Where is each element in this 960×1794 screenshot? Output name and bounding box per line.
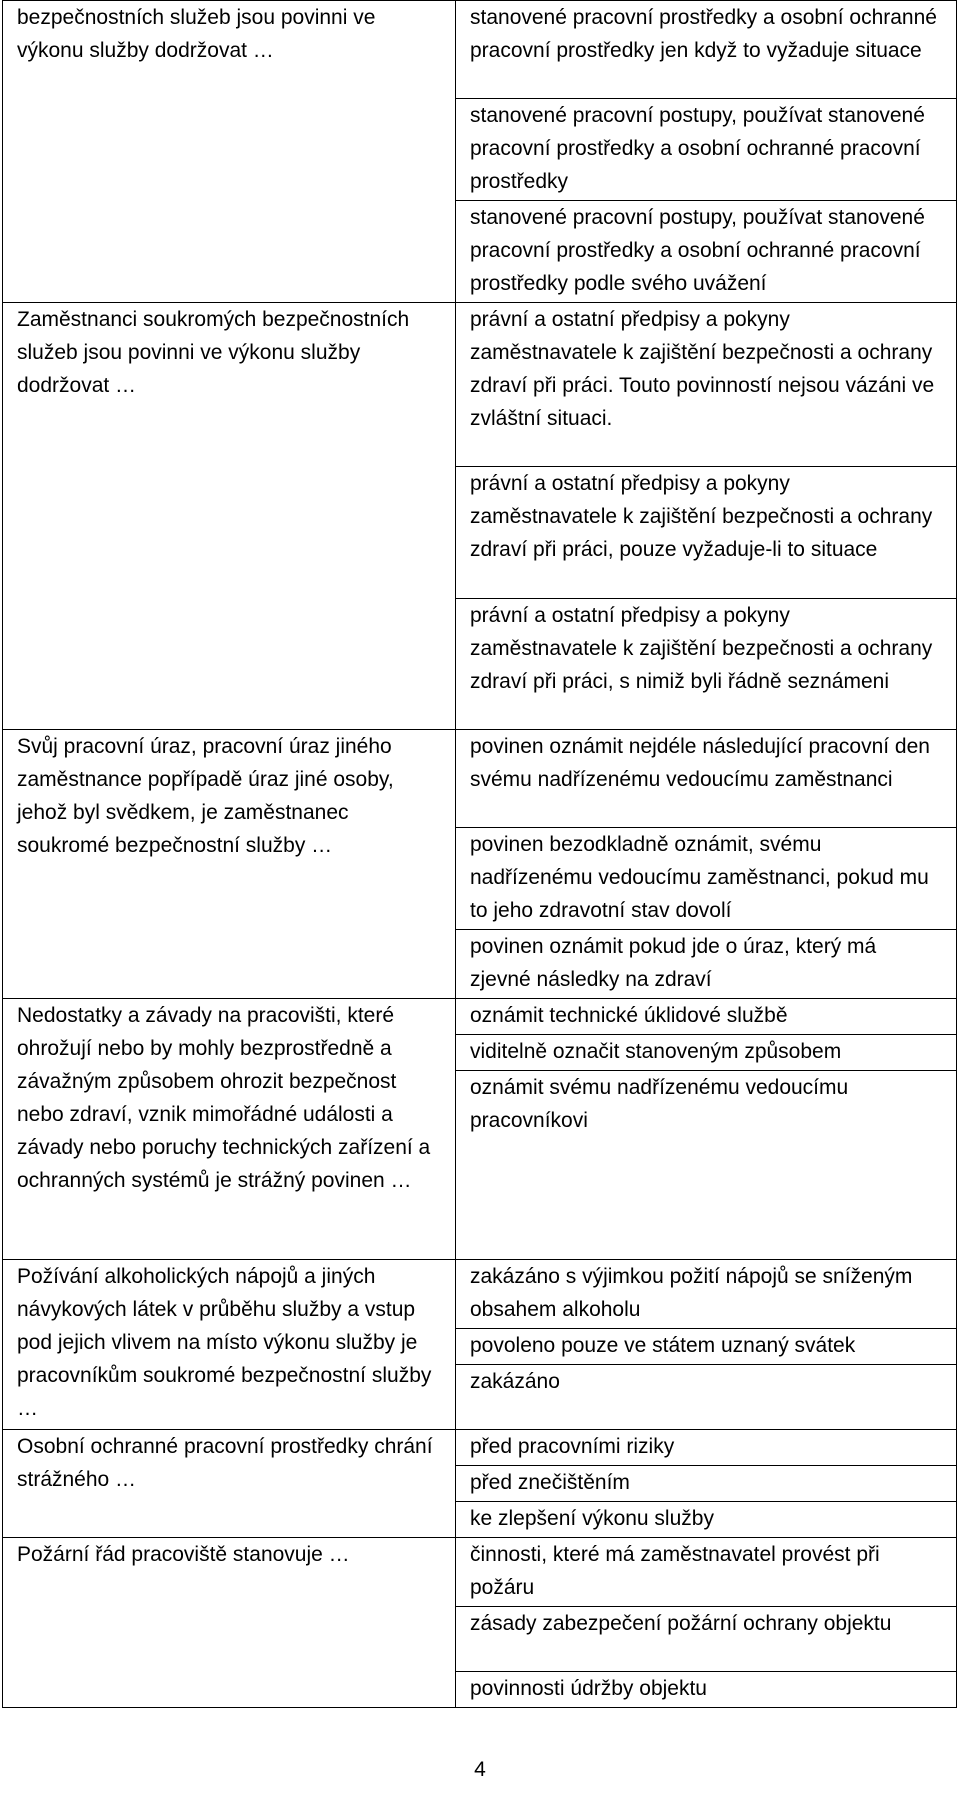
answer-cell: právní a ostatní předpisy a pokyny zaměstnavatele k zajištění bezpečnosti a ochrany zdraví při práci. Touto povinností nejsou vázáni ve zvláštní situaci. [456,303,957,467]
answer-cell: povoleno pouze ve státem uznaný svátek [456,1329,957,1365]
question-cell: Požární řád pracoviště stanovuje … [3,1538,456,1708]
page-number: 4 [474,1758,486,1781]
question-cell: Zaměstnanci soukromých bezpečnostních služeb jsou povinni ve výkonu služby dodržovat … [3,303,456,730]
table-row [3,1538,957,1607]
answer-cell: zásady zabezpečení požární ochrany objektu [456,1607,957,1672]
table-row [3,1430,957,1466]
answer-cell: před pracovními riziky [456,1430,957,1466]
answer-cell: viditelně označit stanoveným způsobem [456,1035,957,1071]
answer-cell: zakázáno [456,1365,957,1430]
answer-cell: stanovené pracovní postupy, používat stanovené pracovní prostředky a osobní ochranné pracovní prostředky [456,99,957,201]
answer-cell: povinen oznámit pokud jde o úraz, který má zjevné následky na zdraví [456,930,957,999]
answer-cell: ke zlepšení výkonu služby [456,1502,957,1538]
answer-cell: zakázáno s výjimkou požití nápojů se sníženým obsahem alkoholu [456,1260,957,1329]
table-row [3,1260,957,1329]
answer-cell: stanovené pracovní prostředky a osobní ochranné pracovní prostředky jen když to vyžaduje situace [456,1,957,99]
answer-cell: povinen bezodkladně oznámit, svému nadřízenému vedoucímu zaměstnanci, pokud mu to jeho zdravotní stav dovolí [456,828,957,930]
question-table [2,0,957,1708]
table-row [3,303,957,467]
question-cell: Osobní ochranné pracovní prostředky chrání strážného … [3,1430,456,1538]
answer-cell: stanovené pracovní postupy, používat stanovené pracovní prostředky a osobní ochranné pracovní prostředky podle svého uvážení [456,201,957,303]
question-cell: Svůj pracovní úraz, pracovní úraz jiného zaměstnance popřípadě úraz jiné osoby, jehož byl svědkem, je zaměstnanec soukromé bezpečnostní služby … [3,730,456,999]
answer-cell: činnosti, které má zaměstnavatel provést při požáru [456,1538,957,1607]
answer-cell: před znečištěním [456,1466,957,1502]
answer-cell: povinen oznámit nejdéle následující pracovní den svému nadřízenému vedoucímu zaměstnanci [456,730,957,828]
answer-cell: povinnosti údržby objektu [456,1672,957,1708]
table-row [3,1,957,99]
question-cell: Požívání alkoholických nápojů a jiných návykových látek v průběhu služby a vstup pod jejich vlivem na místo výkonu služby je pracovníkům soukromé bezpečnostní služby … [3,1260,456,1430]
question-cell: Nedostatky a závady na pracovišti, které ohrožují nebo by mohly bezprostředně a závažným způsobem ohrozit bezpečnost nebo zdraví, vznik mimořádné události a závady nebo poruchy technických zařízení a ochranných systémů je strážný povinen … [3,999,456,1260]
answer-cell: právní a ostatní předpisy a pokyny zaměstnavatele k zajištění bezpečnosti a ochrany zdraví při práci, pouze vyžaduje-li to situace [456,467,957,598]
table-row [3,999,957,1035]
table-row [3,730,957,828]
answer-cell: právní a ostatní předpisy a pokyny zaměstnavatele k zajištění bezpečnosti a ochrany zdraví při práci, s nimiž byli řádně seznámeni [456,598,957,729]
answer-cell: oznámit technické úklidové službě [456,999,957,1035]
question-cell: bezpečnostních služeb jsou povinni ve výkonu služby dodržovat … [3,1,456,303]
answer-cell: oznámit svému nadřízenému vedoucímu pracovníkovi [456,1071,957,1260]
